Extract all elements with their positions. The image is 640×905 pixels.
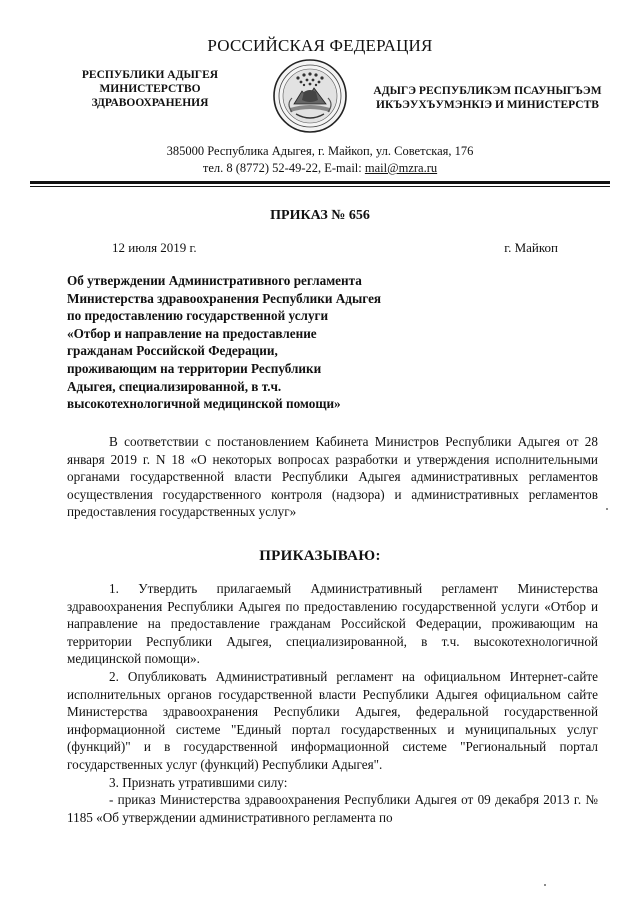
org-name-russian-line-1: РЕСПУБЛИКИ АДЫГЕЯ (81, 69, 219, 81)
order-item-3-subitem: - приказ Министерства здравоохранения Республики Адыгея от 09 декабря 2013 г. № 1185 «Об утверждении административного регламента по (67, 792, 598, 825)
subject-line: «Отбор и направление на предоставление (67, 325, 317, 341)
preamble-paragraph: В соответствии с постановлением Кабинета Министров Республики Адыгея от 28 января 2019 г. N 18 «О некоторых вопросах разработки и утверждения исполнительными органами государственной власти Республики Адыгея административных регламентов осуществления государственного контроля (надзора) и административных регламентов предоставления государственных услуг» (67, 434, 598, 520)
orders-heading: ПРИКАЗЫВАЮ: (259, 548, 381, 564)
header-divider-thick (30, 181, 610, 184)
subject-line: Министерства здравоохранения Республики Адыгея (67, 290, 382, 306)
email-link[interactable]: mail@mzra.ru (364, 161, 438, 175)
contact-line (0, 160, 640, 177)
subject-line: проживающим на территории Республики (67, 360, 322, 376)
order-item-1: 1. Утвердить прилагаемый Административный регламент Министерства здравоохранения Республики Адыгея по предоставлению государственной услуги «Отбор и направление на предоставление гражданам Российской Федерации, проживающим на территории Республики Адыгея, специализированной, в т.ч. высокотехнологичной медицинской помощи». (67, 581, 598, 667)
order-title: ПРИКАЗ № 656 (270, 208, 370, 223)
org-name-adyghe-line-2: ИКЪЭУХЪУМЭНКIЭ И МИНИСТЕРСТВ (376, 99, 599, 111)
postal-address: 385000 Республика Адыгея, г. Майкоп, ул. Советская, 176 (166, 144, 474, 158)
subject-line: высокотехнологичной медицинской помощи» (67, 396, 341, 412)
org-name-russian (40, 68, 260, 110)
scan-speck (606, 508, 608, 510)
org-name-russian-line-2: МИНИСТЕРСТВО ЗДРАВООХРАНЕНИЯ (91, 83, 209, 109)
subject-line: Адыгея, специализированной, в т.ч. (67, 378, 282, 394)
order-subject (67, 272, 467, 413)
subject-line: гражданам Российской Федерации, (67, 343, 278, 359)
order-date: 12 июля 2019 г. (112, 240, 197, 255)
order-item-3: 3. Признать утратившими силу: (109, 774, 288, 790)
subject-line: Об утверждении Административного регламента (67, 273, 362, 288)
subject-line: по предоставлению государственной услуги (67, 308, 329, 324)
org-name-adyghe (370, 84, 605, 112)
header-divider-thin (30, 186, 610, 187)
scan-speck (544, 884, 546, 886)
address-block (0, 143, 640, 177)
phone-text: тел. 8 (8772) 52-49-22, E-mail: (202, 161, 365, 175)
country-title: РОССИЙСКАЯ ФЕДЕРАЦИЯ (207, 36, 433, 55)
order-items (67, 580, 598, 826)
coat-of-arms-emblem-icon (272, 58, 348, 134)
org-name-adyghe-line-1: АДЫГЭ РЕСПУБЛИКЭМ ПСАУНЫГЪЭМ (373, 85, 602, 97)
order-item-2: 2. Опубликовать Административный регламент на официальном Интернет-сайте исполнительных органов государственной власти Республики Адыгея официальном сайте Министерства здравоохранения Республики Адыгея, федеральной государственной информационной системе "Единый портал государственных и муниципальных услуг (функций)" и в государственной информационной системе "Региональный портал государственных услуг (функций) Республики Адыгея". (67, 668, 598, 772)
order-city: г. Майкоп (504, 240, 558, 255)
